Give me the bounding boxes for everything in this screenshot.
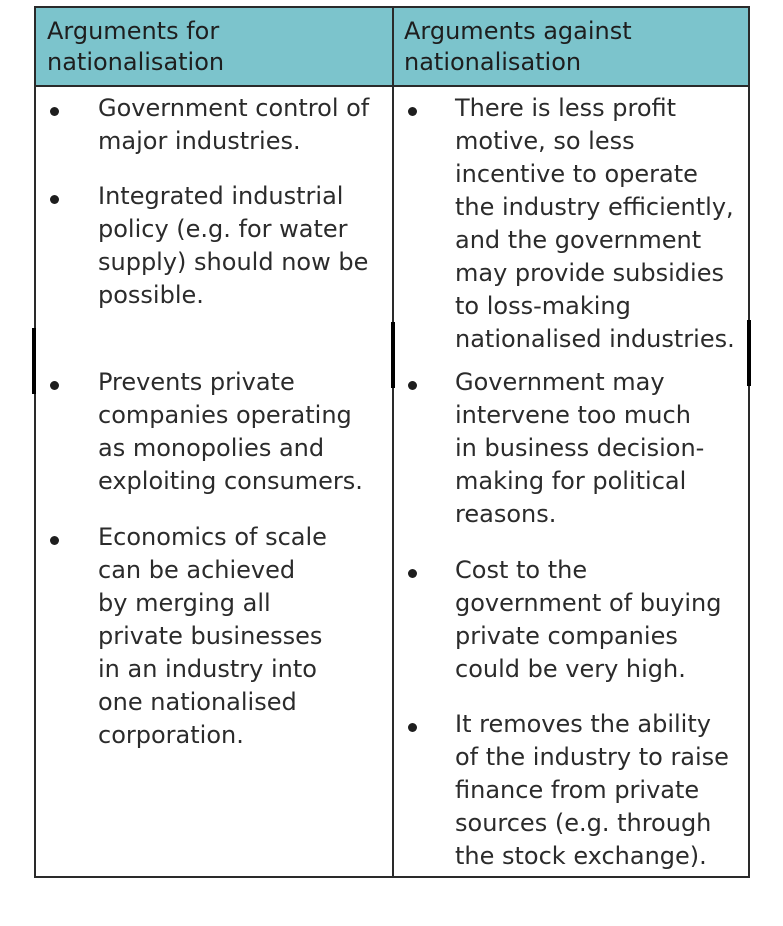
for-item: Prevents private companies operating as monopolies and exploiting consumers. [98, 368, 363, 495]
bullet-icon [408, 381, 417, 390]
bullet-icon [408, 107, 417, 116]
against-item: Cost to the government of buying private companies could be very high. [455, 556, 722, 683]
bullet-icon [50, 381, 59, 390]
nationalisation-table [34, 6, 750, 878]
for-item: Government control of major industries. [98, 94, 370, 155]
bullet-icon [50, 195, 59, 204]
divider-mark [391, 322, 395, 388]
against-item: There is less profit motive, so less incentive to operate the industry efficiently, and the government may provide subsidies to loss-making nationalised industries. [455, 94, 735, 353]
bullet-icon [408, 569, 417, 578]
left-edge-mark [32, 328, 36, 394]
against-item: It removes the ability of the industry to raise finance from private sources (e.g. through the stock exchange). [455, 710, 729, 870]
bullet-icon [408, 723, 417, 732]
right-edge-mark [747, 320, 751, 386]
column-divider [392, 8, 394, 876]
header-arguments-for: Arguments for nationalisation [47, 17, 225, 76]
header-arguments-against: Arguments against nationalisation [404, 17, 632, 76]
bullet-icon [50, 536, 59, 545]
for-item: Integrated industrial policy (e.g. for water supply) should now be possible. [98, 182, 369, 309]
for-item: Economics of scale can be achieved by merging all private businesses in an industry into one nationalised corporation. [98, 523, 327, 749]
against-item: Government may intervene too much in business decision- making for political reasons. [455, 368, 705, 528]
bullet-icon [50, 107, 59, 116]
